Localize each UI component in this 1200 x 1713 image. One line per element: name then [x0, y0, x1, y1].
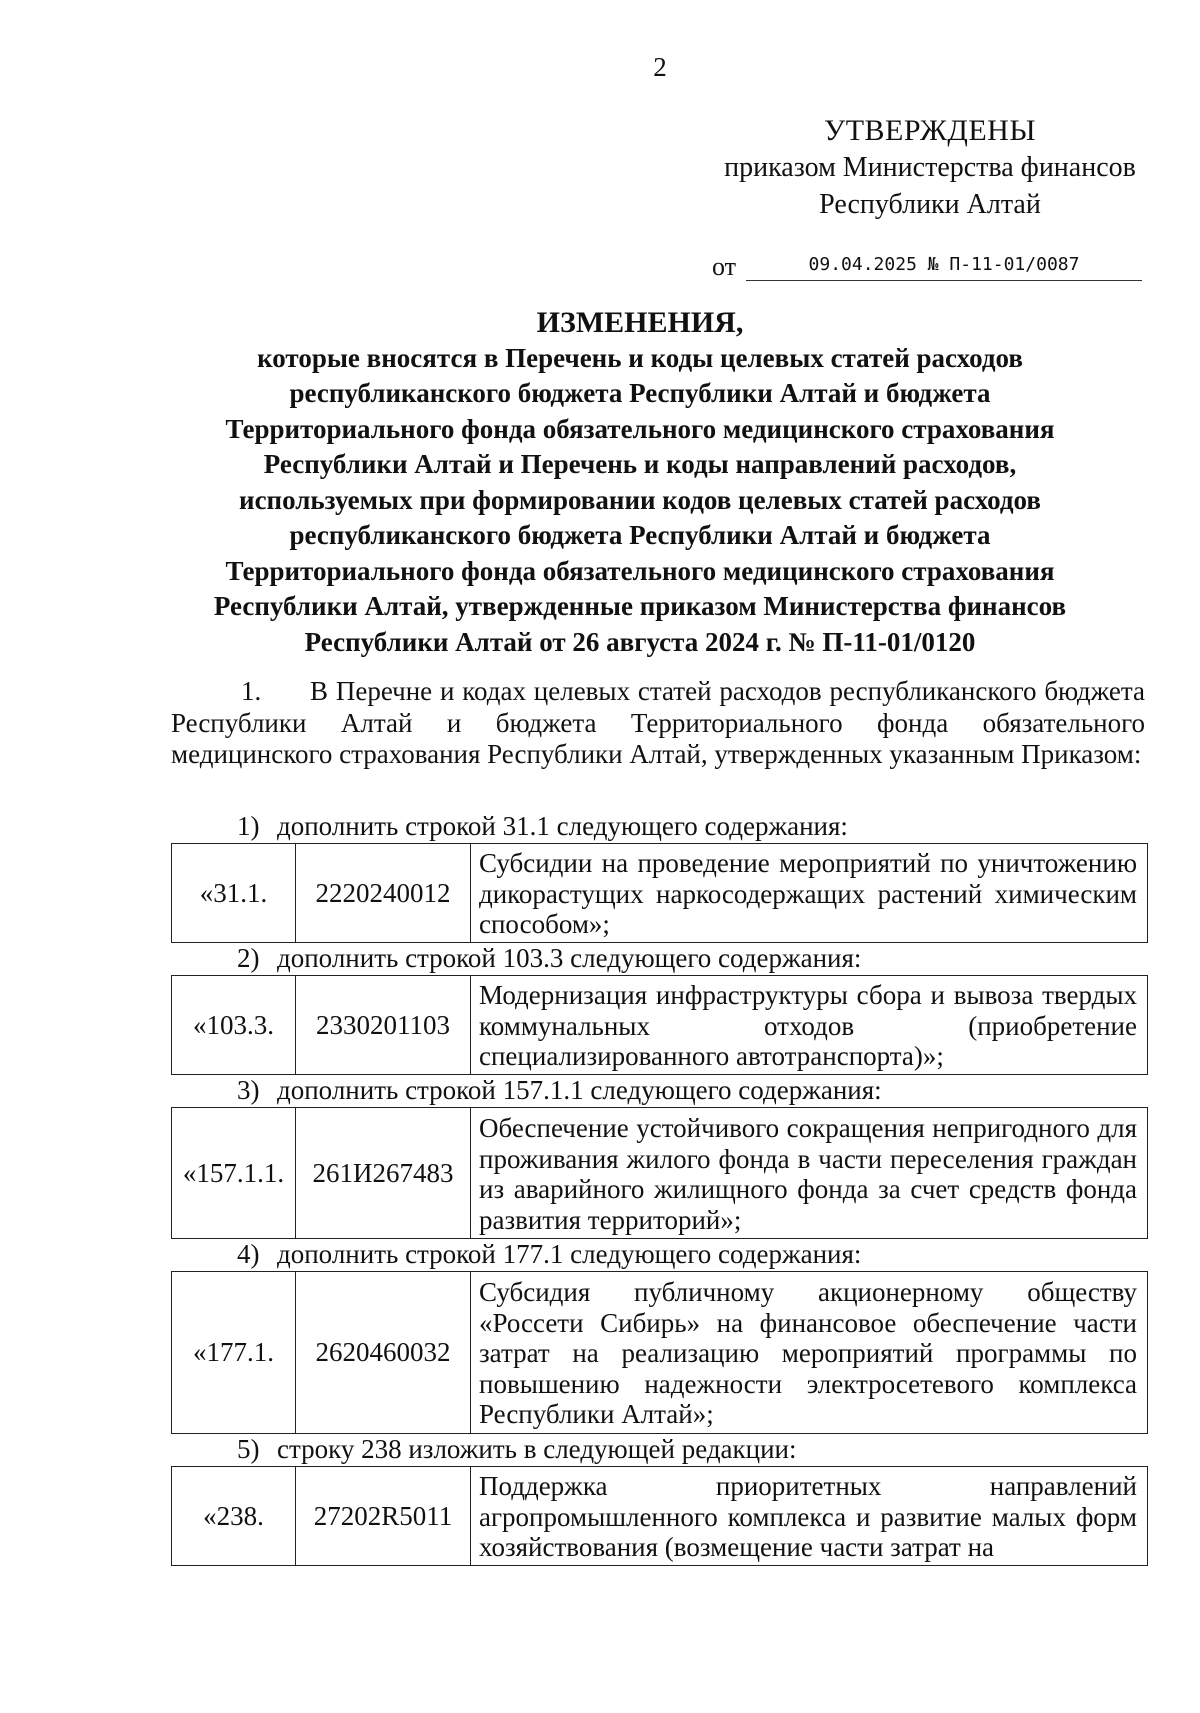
approval-stamp	[700, 112, 1160, 223]
row-table	[171, 1466, 1148, 1566]
row-name-cell: Субсидии на проведение мероприятий по уничтожению дикорастущих наркосодержащих растений химическим способом»;	[471, 844, 1148, 943]
row-table	[171, 843, 1148, 943]
row-number-cell: «31.1.	[172, 844, 296, 943]
section-1-paragraph	[171, 676, 1145, 771]
item-number: 5)	[237, 1434, 260, 1464]
section-1-text: В Перечне и кодах целевых статей расходов республиканского бюджета Республики Алтай и бюджета Территориального фонда обязательного медицинского страхования Республики Алтай, утвержденных указанным Приказом:	[171, 676, 1145, 769]
title-line: республиканского бюджета Республики Алтай и бюджета	[289, 378, 991, 408]
document-title	[160, 305, 1120, 660]
row-name-cell: Поддержка приоритетных направлений агропромышленного комплекса и развитие малых форм хозяйствования (возмещение части затрат на	[471, 1467, 1148, 1566]
title-line: используемых при формировании кодов целевых статей расходов	[239, 484, 1041, 515]
title-line: республиканского бюджета Республики Алтай и бюджета	[289, 520, 991, 550]
row-name-cell: Модернизация инфраструктуры сбора и вывоза твердых коммунальных отходов (приобретение специализированного автотранспорта)»;	[471, 976, 1148, 1075]
section-1-number: 1.	[241, 676, 262, 706]
item-text: дополнить строкой 103.3 следующего содержания:	[277, 943, 862, 973]
target-code-cell: 261И267483	[296, 1108, 471, 1239]
item-text: дополнить строкой 177.1 следующего содержания:	[277, 1239, 862, 1269]
row-number-cell: «157.1.1.	[172, 1108, 296, 1239]
item-text: строку 238 изложить в следующей редакции:	[277, 1434, 797, 1464]
row-table	[171, 1107, 1148, 1239]
row-number-cell: «103.3.	[172, 976, 296, 1075]
item-text: дополнить строкой 31.1 следующего содержания:	[277, 811, 848, 841]
item-number: 2)	[237, 943, 260, 973]
item-instruction	[237, 943, 861, 973]
page-number: 2	[653, 52, 667, 82]
table-row	[172, 1467, 1148, 1566]
item-instruction	[237, 1075, 882, 1105]
target-code-cell: 2330201103	[296, 976, 471, 1075]
target-code-cell: 2220240012	[296, 844, 471, 943]
title-line: Республики Алтай и Перечень и коды направлений расходов,	[263, 449, 1017, 479]
row-number-cell: «238.	[172, 1467, 296, 1566]
row-table	[171, 1271, 1148, 1434]
table-row	[172, 1272, 1148, 1434]
item-number: 4)	[237, 1239, 260, 1269]
title-line: Республики Алтай, утвержденные приказом Министерства финансов	[213, 591, 1067, 621]
title-line: Территориального фонда обязательного медицинского страхования	[225, 413, 1055, 444]
approval-line-2: Республики Алтай	[819, 189, 1041, 220]
item-instruction	[237, 811, 848, 841]
item-instruction	[237, 1434, 797, 1464]
date-prefix: от	[712, 252, 737, 281]
target-code-cell: 2620460032	[296, 1272, 471, 1434]
approval-line-1: приказом Министерства финансов	[724, 152, 1136, 183]
table-row	[172, 976, 1148, 1075]
target-code-cell: 27202R5011	[296, 1467, 471, 1566]
item-instruction	[237, 1239, 861, 1269]
title-line: Республики Алтай от 26 августа 2024 г. № П-11-01/0120	[304, 626, 976, 657]
row-number-cell: «177.1.	[172, 1272, 296, 1434]
table-row	[172, 844, 1148, 943]
item-text: дополнить строкой 157.1.1 следующего содержания:	[277, 1075, 882, 1105]
item-number: 3)	[237, 1075, 260, 1105]
row-name-cell: Обеспечение устойчивого сокращения непригодного для проживания жилого фонда в части переселения граждан из аварийного жилищного фонда за счет средств фонда развития территорий»;	[471, 1108, 1148, 1239]
title-main: ИЗМЕНЕНИЯ,	[536, 306, 744, 339]
order-date-line	[712, 250, 1142, 284]
approval-heading: УТВЕРЖДЕНЫ	[823, 114, 1037, 147]
item-number: 1)	[237, 811, 260, 841]
order-date-number: 09.04.2025 № П-11-01/0087	[746, 250, 1142, 281]
table-row	[172, 1108, 1148, 1239]
title-line: Территориального фонда обязательного медицинского страхования	[225, 555, 1055, 586]
title-line: которые вносятся в Перечень и коды целевых статей расходов	[257, 342, 1023, 373]
row-table	[171, 975, 1148, 1075]
row-name-cell: Субсидия публичному акционерному обществу «Россети Сибирь» на финансовое обеспечение части затрат на реализацию мероприятий программы по повышению надежности электросетевого комплекса Республики Алтай»;	[471, 1272, 1148, 1434]
